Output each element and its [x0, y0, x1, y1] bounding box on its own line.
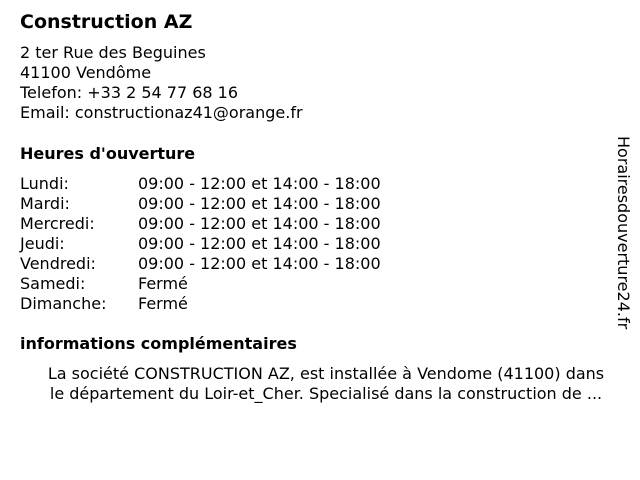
description	[20, 364, 632, 404]
day-label: Mercredi:	[20, 214, 95, 233]
day-hours: 09:00 - 12:00 et 14:00 - 18:00	[138, 254, 381, 273]
day-hours: 09:00 - 12:00 et 14:00 - 18:00	[138, 214, 381, 233]
day-label: Lundi:	[20, 174, 69, 193]
business-name: Construction AZ	[20, 11, 193, 33]
hours-heading: Heures d'ouverture	[20, 144, 196, 163]
description-line: le département du Loir-et_Cher. Specialisé dans la construction de ...	[49, 384, 603, 403]
description-line: La société CONSTRUCTION AZ, est installée à Vendome (41100) dans	[47, 364, 605, 383]
site-watermark: Horairesdouverture24.fr	[614, 136, 633, 330]
day-label: Vendredi:	[20, 254, 96, 273]
day-hours: Fermé	[138, 274, 188, 293]
email: Email: constructionaz41@orange.fr	[20, 103, 303, 122]
day-hours: Fermé	[138, 294, 188, 313]
day-label: Mardi:	[20, 194, 70, 213]
day-hours: 09:00 - 12:00 et 14:00 - 18:00	[138, 174, 381, 193]
day-label: Samedi:	[20, 274, 86, 293]
info-heading: informations complémentaires	[20, 334, 297, 353]
address-city: 41100 Vendôme	[20, 63, 152, 82]
day-label: Jeudi:	[20, 234, 65, 253]
day-hours: 09:00 - 12:00 et 14:00 - 18:00	[138, 234, 381, 253]
contact-block	[20, 43, 303, 123]
day-label: Dimanche:	[20, 294, 107, 313]
address-street: 2 ter Rue des Beguines	[20, 43, 206, 62]
phone: Telefon: +33 2 54 77 68 16	[20, 83, 239, 102]
day-hours: 09:00 - 12:00 et 14:00 - 18:00	[138, 194, 381, 213]
